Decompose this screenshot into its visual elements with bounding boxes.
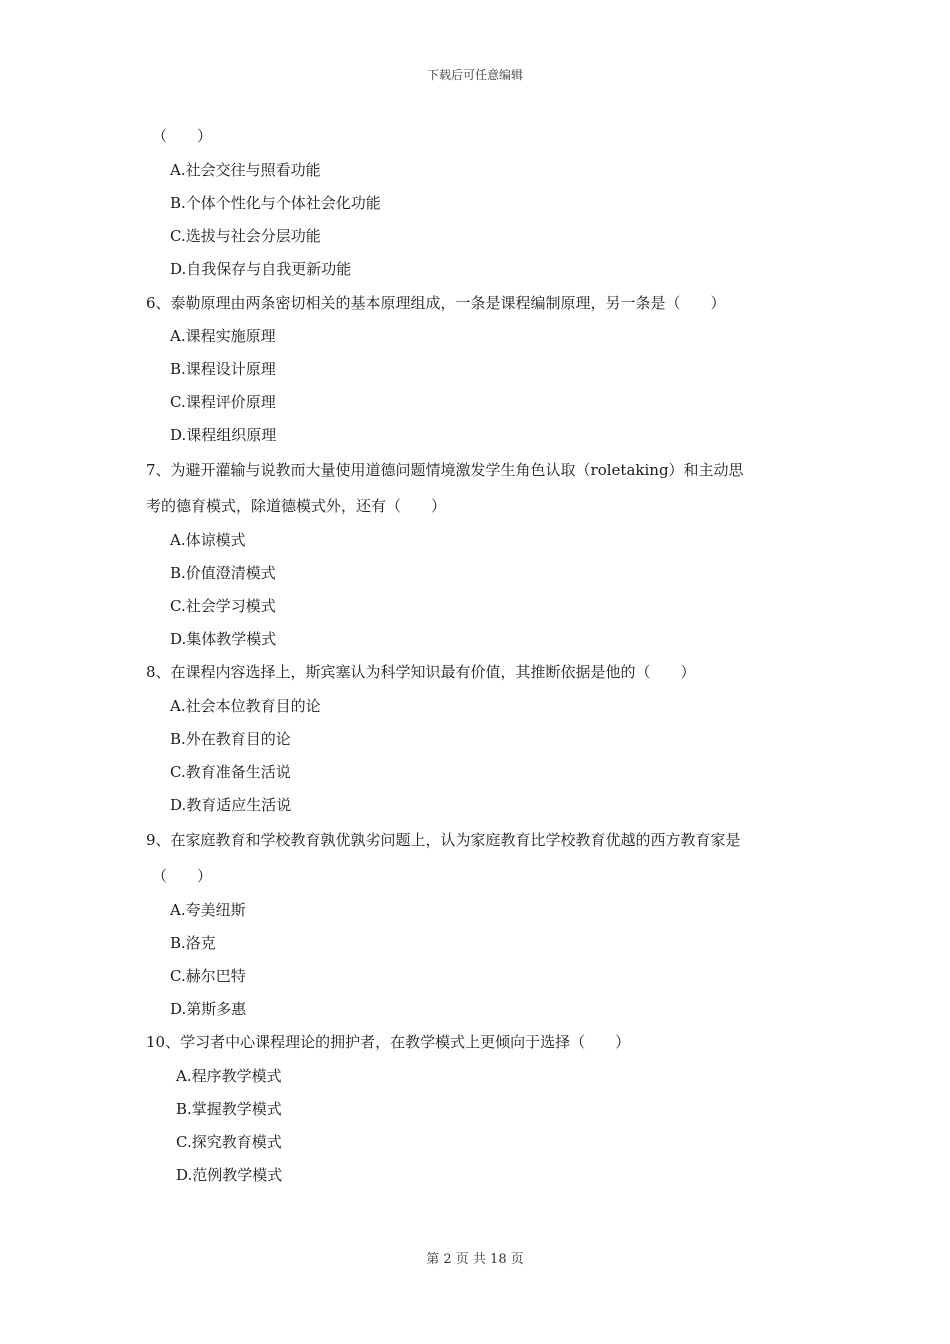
q8-option-b: B.外在教育目的论 xyxy=(170,730,291,748)
q6-option-d: D.课程组织原理 xyxy=(170,426,277,444)
page-header: 下载后可任意编辑 xyxy=(426,68,523,82)
q7-option-b: B.价值澄清模式 xyxy=(170,564,276,582)
q9-option-d: D.第斯多惠 xyxy=(170,1000,247,1018)
q6-option-b: B.课程设计原理 xyxy=(170,360,276,378)
q9-answer-paren: （ ） xyxy=(152,867,213,885)
q7-option-c: C.社会学习模式 xyxy=(170,597,276,615)
q5-option-d: D.自我保存与自我更新功能 xyxy=(170,260,352,278)
q5-option-a: A.社会交往与照看功能 xyxy=(170,161,321,179)
q9-stem-line1: 9、在家庭教育和学校教育孰优孰劣问题上，认为家庭教育比学校教育优越的西方教育家是 xyxy=(146,831,741,849)
q9-option-b: B.洛克 xyxy=(170,934,216,952)
q8-option-c: C.教育准备生活说 xyxy=(170,763,291,781)
q10-option-a: A.程序教学模式 xyxy=(176,1067,282,1085)
q6-stem: 6、泰勒原理由两条密切相关的基本原理组成，一条是课程编制原理，另一条是（ ） xyxy=(146,294,726,312)
q9-option-c: C.赫尔巴特 xyxy=(170,967,246,985)
q8-option-a: A.社会本位教育目的论 xyxy=(170,697,321,715)
page-footer: 第 2 页 共 18 页 xyxy=(426,1252,524,1267)
q6-option-a: A.课程实施原理 xyxy=(170,327,276,345)
q10-stem: 10、学习者中心课程理论的拥护者，在教学模式上更倾向于选择（ ） xyxy=(146,1033,631,1051)
q8-stem: 8、在课程内容选择上，斯宾塞认为科学知识最有价值，其推断依据是他的（ ） xyxy=(146,663,696,681)
q5-answer-paren: （ ） xyxy=(152,127,213,145)
q7-stem-line1: 7、为避开灌输与说教而大量使用道德问题情境激发学生角色认取（roletaking）和主动思 xyxy=(146,461,744,479)
q6-option-c: C.课程评价原理 xyxy=(170,393,276,411)
q7-option-a: A.体谅模式 xyxy=(170,531,246,549)
q10-option-c: C.探究教育模式 xyxy=(176,1133,282,1151)
q7-option-d: D.集体教学模式 xyxy=(170,630,277,648)
q5-option-b: B.个体个性化与个体社会化功能 xyxy=(170,194,381,212)
q5-option-c: C.选拔与社会分层功能 xyxy=(170,227,321,245)
q10-option-b: B.掌握教学模式 xyxy=(176,1100,282,1118)
q7-stem-line2: 考的德育模式，除道德模式外，还有（ ） xyxy=(146,497,447,515)
q8-option-d: D.教育适应生活说 xyxy=(170,796,292,814)
q9-option-a: A.夸美纽斯 xyxy=(170,901,246,919)
q10-option-d: D.范例教学模式 xyxy=(176,1166,283,1184)
